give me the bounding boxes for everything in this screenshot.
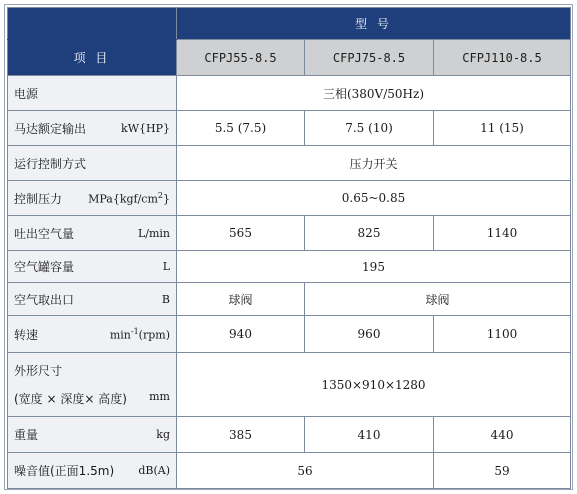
row-unit: L/min [137,226,170,240]
row-label: 控制压力 [14,191,63,206]
model-name: CFPJ75-8.5 [305,40,434,76]
table-row-noise [8,453,571,489]
table-row-control [8,146,571,181]
row-label: 外形尺寸 [14,364,63,379]
row-value: 1100 [434,316,571,353]
model-header: 型 号 [177,8,571,40]
row-label: 运行控制方式 [8,146,177,181]
row-unit: $MPa\{kgf/cm^2\}$ [88,190,170,206]
row-label-cell [8,251,177,283]
row-label: 转速 [14,327,39,342]
model-name: CFPJ55-8.5 [177,40,305,76]
row-value: 825 [305,216,434,251]
spec-table [7,7,571,489]
row-label: 空气罐容量 [14,260,75,274]
row-unit: mm [149,389,170,403]
table-row-weight [8,417,571,453]
model-name: CFPJ110-8.5 [434,40,571,76]
row-label-cell [8,417,177,453]
row-value: 565 [177,216,305,251]
row-value: 385 [177,417,305,453]
table-row-speed [8,316,571,353]
row-label: 重量 [14,428,39,442]
row-label-cell [8,453,177,489]
row-label: 吐出空气量 [14,226,75,241]
row-unit: kg [156,428,170,441]
header-corner-cell [8,8,177,40]
row-value: 0.65~0.85 [177,181,571,216]
row-value: 1140 [434,216,571,251]
row-value: 960 [305,316,434,353]
row-label: 电源 [8,76,177,111]
row-value: 三相(380V/50Hz) [177,76,571,111]
row-label-cell [8,216,177,251]
table-row-size [8,353,571,417]
row-label: 噪音值(正面1.5m) [14,464,115,478]
row-label-cell [8,353,177,417]
table-row-tank [8,251,571,283]
row-value: 59 [434,453,571,489]
row-label-cell [8,316,177,353]
row-value: 7.5 (10) [305,111,434,146]
row-unit: L [162,260,170,273]
row-value: 5.5 (7.5) [177,111,305,146]
row-value: 440 [434,417,571,453]
table-row-motor [8,111,571,146]
row-sub-label: (宽度 × 深度× 高度) [14,391,127,406]
row-label: 马达额定输出 [14,121,87,136]
row-label: 空气取出口 [14,292,75,307]
header-row-item [8,40,571,76]
row-value: 1350×910×1280 [177,353,571,417]
table-row-air [8,216,571,251]
row-value: 195 [177,251,571,283]
header-row-model [8,8,571,40]
row-value: 压力开关 [177,146,571,181]
table-row-power [8,76,571,111]
row-value: 940 [177,316,305,353]
row-value: 球阀 [305,283,571,316]
row-label-cell [8,181,177,216]
row-value: 11 (15) [434,111,571,146]
row-label-cell [8,111,177,146]
table-row-outlet [8,283,571,316]
row-label-cell [8,283,177,316]
table-row-pressure [8,181,571,216]
row-value: 56 [177,453,434,489]
row-unit: B [161,292,170,306]
row-unit: $\min^{-1}(rpm)$ [109,326,170,342]
row-value: 410 [305,417,434,453]
row-value: 球阀 [177,283,305,316]
row-unit: dB(A) [138,464,170,477]
item-header: 项 目 [8,40,177,76]
row-unit: kW{HP} [121,121,170,135]
